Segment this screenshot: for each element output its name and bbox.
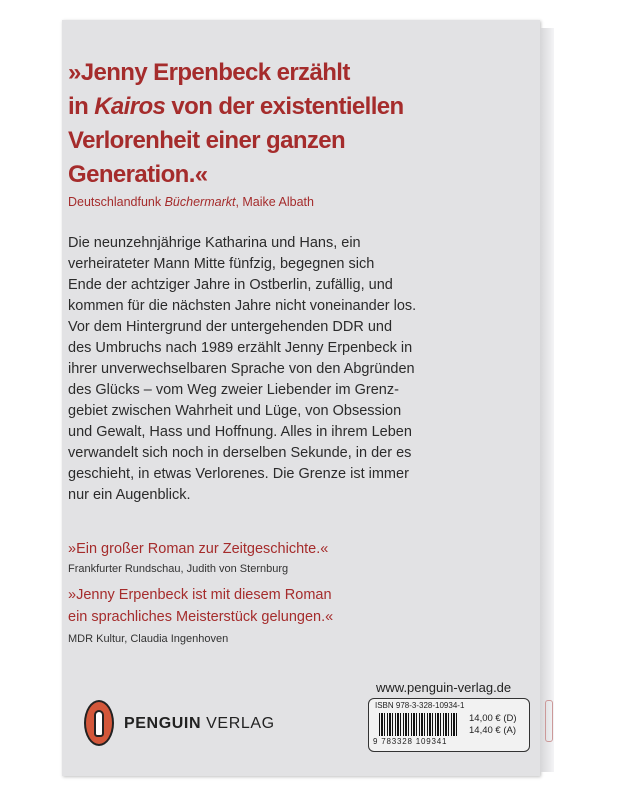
text: Büchermarkt	[164, 195, 236, 209]
review-quote-2-line: »Jenny Erpenbeck ist mit diesem Roman	[68, 587, 332, 603]
blurb-line: des Glücks – vom Weg zweier Liebender im Grenz-	[68, 382, 399, 398]
headline-line: Verlorenheit einer ganzen	[68, 127, 346, 154]
text: PENGUIN	[124, 715, 202, 732]
blurb-line: nur ein Augenblick.	[68, 487, 191, 503]
isbn-box	[368, 698, 530, 752]
book-spine	[540, 28, 554, 772]
blurb-line: Ende der achtziger Jahre in Ostberlin, zufällig, und	[68, 277, 393, 293]
blurb-line: ihrer unverwechselbaren Sprache von den Abgründen	[68, 361, 415, 377]
text: , Maike Albath	[235, 195, 314, 209]
review-quote-1: »Ein großer Roman zur Zeitgeschichte.«	[68, 541, 329, 557]
text: in	[68, 93, 95, 120]
blurb-line: kommen für die nächsten Jahre nicht voneinander los.	[68, 298, 417, 314]
headline-quote	[68, 56, 404, 192]
blurb-line: Vor dem Hintergrund der untergehenden DDR und	[68, 319, 393, 335]
book-title: Kairos	[94, 93, 166, 120]
review-attribution-1: Frankfurter Rundschau, Judith von Sternburg	[68, 563, 289, 575]
isbn-number: ISBN 978-3-328-10934-1	[375, 701, 465, 710]
headline-line: Generation.«	[68, 161, 208, 188]
blurb-line: und Gewalt, Hass und Hoffnung. Alles in ihrem Leben	[68, 424, 412, 440]
headline-source	[68, 195, 314, 209]
headline-line	[68, 90, 404, 124]
blurb-line: verwandelt sich noch in derselben Sekunde, in der es	[68, 445, 412, 461]
barcode-digits: 9 783328 109341	[373, 737, 448, 746]
publisher-name	[124, 715, 275, 733]
blurb-text	[68, 233, 533, 506]
blurb-line: gebiet zwischen Wahrheit und Lüge, von Obsession	[68, 403, 402, 419]
barcode	[379, 713, 459, 736]
review-attribution-2: MDR Kultur, Claudia Ingenhoven	[68, 633, 229, 645]
penguin-logo-icon	[84, 700, 114, 746]
blurb-line: geschieht, in etwas Verlorenes. Die Grenze ist immer	[68, 466, 409, 482]
text: VERLAG	[201, 715, 275, 732]
penguin-figure-icon	[94, 710, 104, 737]
blurb-line: verheirateter Mann Mitte fünfzig, begegnen sich	[68, 256, 375, 272]
spine-logo-mark	[545, 700, 553, 742]
price-germany: 14,00 € (D)	[469, 713, 517, 724]
review-quote-2-line: ein sprachliches Meisterstück gelungen.«	[68, 609, 334, 625]
prices	[469, 713, 517, 737]
text: von der existentiellen	[165, 93, 404, 120]
headline-line: »Jenny Erpenbeck erzählt	[68, 59, 350, 86]
blurb-line: Die neunzehnjährige Katharina und Hans, ein	[68, 235, 361, 251]
text: Deutschlandfunk	[68, 195, 165, 209]
publisher-url: www.penguin-verlag.de	[376, 680, 512, 695]
price-austria: 14,40 € (A)	[469, 725, 516, 736]
blurb-line: des Umbruchs nach 1989 erzählt Jenny Erpenbeck in	[68, 340, 413, 356]
